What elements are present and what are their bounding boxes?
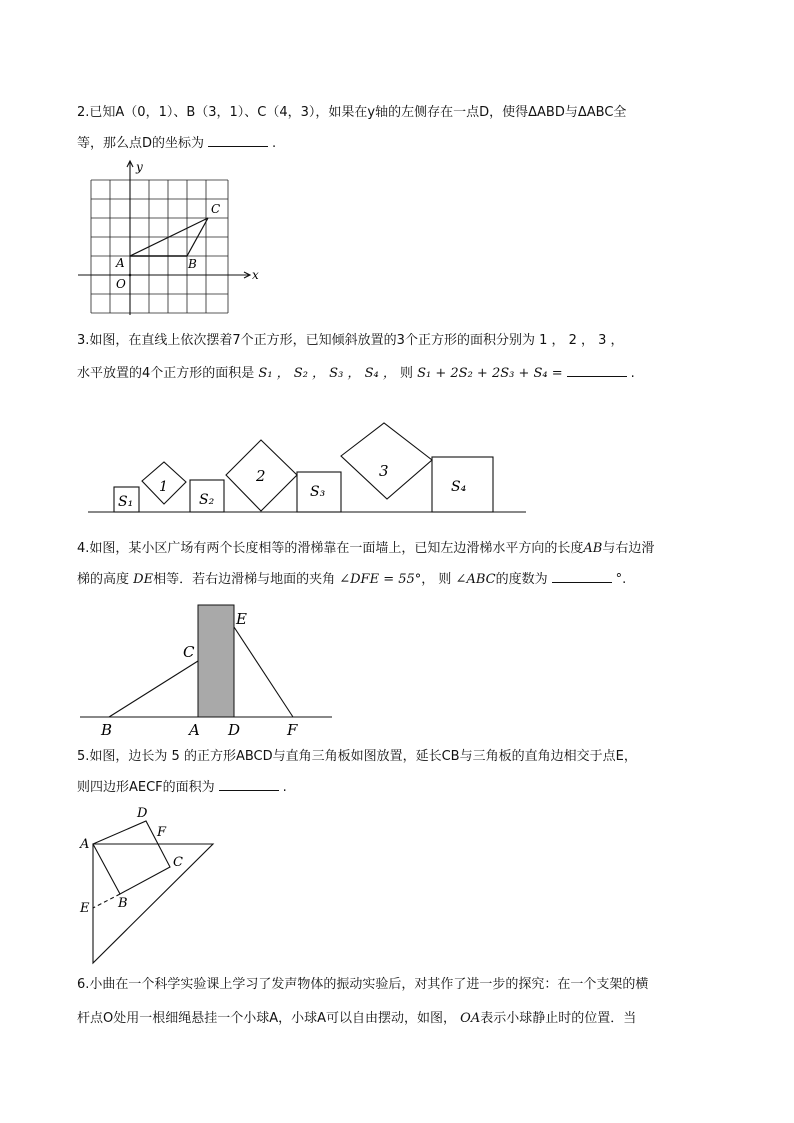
q6-line2-text: 杆点O处用一根细绳悬挂一个小球A，小球A可以自由摆动，如图， [77,1011,457,1026]
q4-line2-mid2: ， 则 [421,572,452,587]
q5-point-a-label: A [80,837,90,852]
q4-line2-mid: 相等．若右边滑梯与地面的夹角 [153,572,336,587]
q3-tilted-square-1-label: 1 [159,479,168,495]
q3-line2-mid: 则 [399,366,413,381]
q5-line2 [77,778,287,797]
q2-point-a-label: A [116,256,125,270]
q4-ab: AB [583,541,603,556]
q3-square-s3-label: S₃ [310,484,326,500]
q3-expression: S₁ + 2S₂ + 2S₃ + S₄ = [417,366,563,381]
q4-angle-dfe: ∠DFE = 55° [339,572,422,587]
q5-point-c-label: C [173,855,183,870]
q2-point-c-label: C [211,202,221,216]
q3-square-s2-label: S₂ [199,492,215,508]
q4-line1 [77,540,654,558]
q6-line1: 6.小曲在一个科学实验课上学习了发声物体的振动实验后，对其作了进一步的探究：在一个支架的横 [77,977,649,992]
q4-point-f-label: F [287,721,298,739]
q6-line2 [77,1010,636,1028]
q4-point-a-label: A [189,721,200,739]
q6-line2-end: 表示小球静止时的位置．当 [480,1011,637,1026]
q2-line2-text: 等，那么点D的坐标为 [77,136,205,151]
q2-line2-end: . [272,136,277,151]
q5-line2-text: 则四边形AECF的面积为 [77,780,215,795]
q5-answer-blank[interactable] [219,778,279,791]
q4-point-c-label: C [183,643,195,661]
q3-area-variables: S₁ ， S₂ ， S₃ ， S₄ ， [258,366,396,381]
q5-point-b-label: B [118,896,128,911]
q5-point-e-label: E [80,901,90,916]
q5-line2-end: . [282,780,287,795]
q4-point-e-label: E [236,610,247,628]
q2-answer-blank[interactable] [208,134,268,147]
q2-line2 [77,134,276,153]
q2-origin-label: O [116,277,126,291]
q4-slides-figure [80,605,340,740]
q4-point-d-label: D [228,721,241,739]
q2-line1: 2.已知A（0，1）、B（3，1）、C（4，3），如果在y轴的左侧存在一点D，使得ΔABD与ΔABC全 [77,105,627,120]
q3-line2-end: . [630,366,635,381]
q5-point-d-label: D [137,806,148,821]
q5-square-triangle-figure [76,800,226,970]
q4-angle-abc: ∠ABC [455,572,496,587]
q2-point-b-label: B [188,257,197,271]
q2-y-axis-label: y [136,160,143,174]
q3-line2 [77,364,635,383]
q3-squares-figure [88,420,528,515]
q4-de: DE [133,572,154,587]
q4-line1-text: 4.如图，某小区广场有两个长度相等的滑梯靠在一面墙上，已知左边滑梯水平方向的长度 [77,541,584,556]
q3-line2-text: 水平放置的4个正方形的面积是 [77,366,255,381]
q5-line1: 5.如图，边长为 5 的正方形ABCD与直角三角板如图放置，延长CB与三角板的直角边相交于点E， [77,749,637,764]
q3-tilted-square-3-label: 3 [379,462,389,480]
q4-answer-blank[interactable] [552,570,612,583]
q4-unit: °. [615,572,627,587]
q5-point-f-label: F [157,825,167,840]
q4-line2-text: 梯的高度 [77,572,130,587]
q4-line2 [77,570,626,589]
q6-oa: OA [460,1011,481,1026]
q4-line1-end: 与右边滑 [602,541,655,556]
q3-tilted-square-2-label: 2 [256,467,266,485]
q3-answer-blank[interactable] [567,364,627,377]
q2-coordinate-grid-figure [70,155,270,315]
q3-line1: 3.如图，在直线上依次摆着7个正方形，已知倾斜放置的3个正方形的面积分别为 1 ， 2 ， 3 ， [77,333,624,348]
q3-square-s1-label: S₁ [118,494,134,510]
q4-point-b-label: B [101,721,113,739]
q3-square-s4-label: S₄ [451,479,467,495]
q2-x-axis-label: x [252,268,259,282]
q4-line2-end: 的度数为 [495,572,548,587]
